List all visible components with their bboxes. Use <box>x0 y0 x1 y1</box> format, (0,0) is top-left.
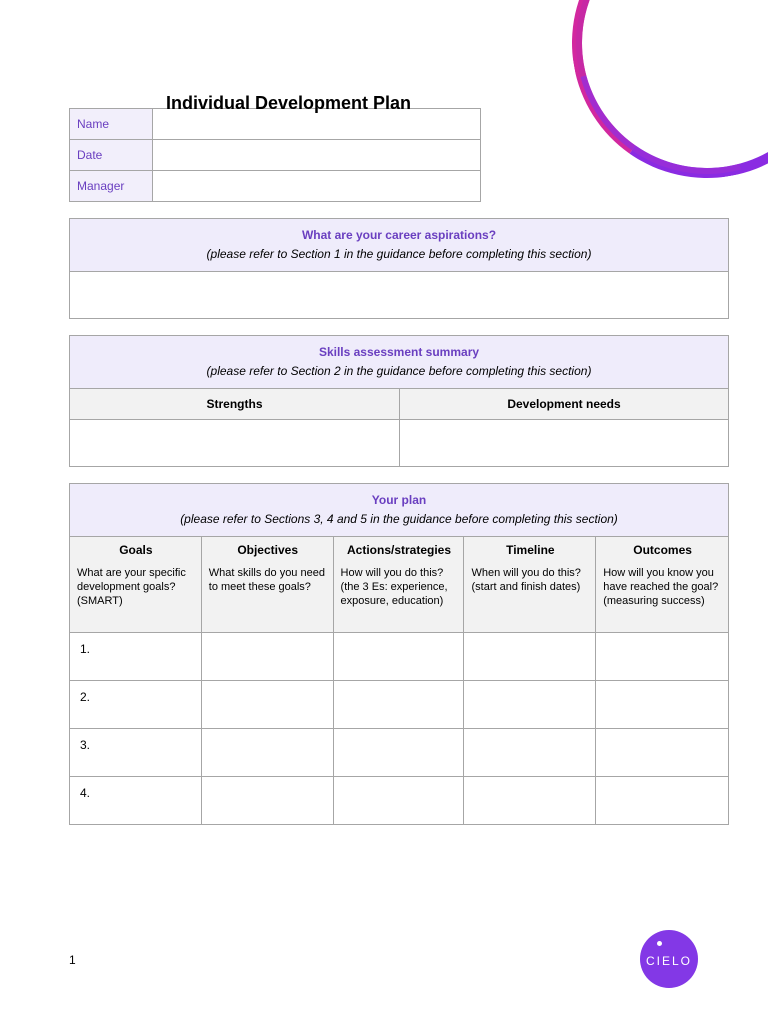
logo-text: CIELO <box>645 954 692 968</box>
goal-number[interactable]: 1. <box>70 633 202 681</box>
strengths-header: Strengths <box>70 389 400 420</box>
outcomes-cell[interactable] <box>596 729 729 777</box>
table-row <box>70 681 729 729</box>
cielo-logo <box>640 930 698 988</box>
column-description: How will you know you have reached the goal? (measuring success) <box>603 567 719 607</box>
career-aspirations-section <box>69 218 729 319</box>
column-title: Outcomes <box>633 543 692 557</box>
column-description: When will you do this? (start and finish dates) <box>471 567 581 593</box>
manager-label: Manager <box>70 171 153 202</box>
column-actions-strategies <box>333 537 464 633</box>
column-title: Goals <box>119 543 153 557</box>
page-number: 1 <box>69 953 76 967</box>
actions-cell[interactable] <box>333 633 464 681</box>
column-goals <box>70 537 202 633</box>
column-description: What are your specific development goals? (SMART) <box>77 567 186 607</box>
column-description: How will you do this? (the 3 Es: experience, exposure, education) <box>340 567 448 607</box>
table-row <box>70 729 729 777</box>
skills-header <box>70 336 729 389</box>
development-needs-field[interactable] <box>400 420 729 467</box>
career-note: (please refer to Section 1 in the guidance before completing this section) <box>206 247 592 261</box>
objectives-cell[interactable] <box>201 681 333 729</box>
development-needs-header: Development needs <box>400 389 729 420</box>
goal-number[interactable]: 3. <box>70 729 202 777</box>
timeline-cell[interactable] <box>464 729 596 777</box>
timeline-cell[interactable] <box>464 633 596 681</box>
name-label: Name <box>70 109 153 140</box>
column-outcomes <box>596 537 729 633</box>
actions-cell[interactable] <box>333 729 464 777</box>
goal-number[interactable]: 2. <box>70 681 202 729</box>
career-header <box>70 219 729 272</box>
skills-heading: Skills assessment summary <box>318 345 480 359</box>
strengths-field[interactable] <box>70 420 400 467</box>
outcomes-cell[interactable] <box>596 681 729 729</box>
career-heading: What are your career aspirations? <box>301 228 497 242</box>
objectives-cell[interactable] <box>201 729 333 777</box>
outcomes-cell[interactable] <box>596 633 729 681</box>
timeline-cell[interactable] <box>464 681 596 729</box>
table-row <box>70 633 729 681</box>
table-row <box>70 777 729 825</box>
column-objectives <box>201 537 333 633</box>
column-description: What skills do you need to meet these goals? <box>208 567 325 593</box>
outcomes-cell[interactable] <box>596 777 729 825</box>
objectives-cell[interactable] <box>201 633 333 681</box>
info-table <box>69 108 481 202</box>
date-label: Date <box>70 140 153 171</box>
goal-number[interactable]: 4. <box>70 777 202 825</box>
your-plan-section <box>69 483 729 825</box>
page-title: Individual Development Plan <box>166 93 412 113</box>
plan-heading: Your plan <box>371 493 427 507</box>
actions-cell[interactable] <box>333 777 464 825</box>
manager-field[interactable] <box>153 171 481 202</box>
skills-assessment-section <box>69 335 729 467</box>
logo-dot-icon <box>657 941 662 946</box>
decorative-ring-accent <box>528 0 768 222</box>
timeline-cell[interactable] <box>464 777 596 825</box>
actions-cell[interactable] <box>333 681 464 729</box>
column-title: Objectives <box>237 543 299 557</box>
plan-header <box>70 484 729 537</box>
column-title: Actions/strategies <box>346 543 452 557</box>
career-aspirations-field[interactable] <box>70 272 729 319</box>
plan-note: (please refer to Sections 3, 4 and 5 in the guidance before completing this section) <box>180 512 618 526</box>
date-field[interactable] <box>153 140 481 171</box>
column-timeline <box>464 537 596 633</box>
objectives-cell[interactable] <box>201 777 333 825</box>
skills-note: (please refer to Section 2 in the guidance before completing this section) <box>206 364 592 378</box>
column-title: Timeline <box>506 543 555 557</box>
